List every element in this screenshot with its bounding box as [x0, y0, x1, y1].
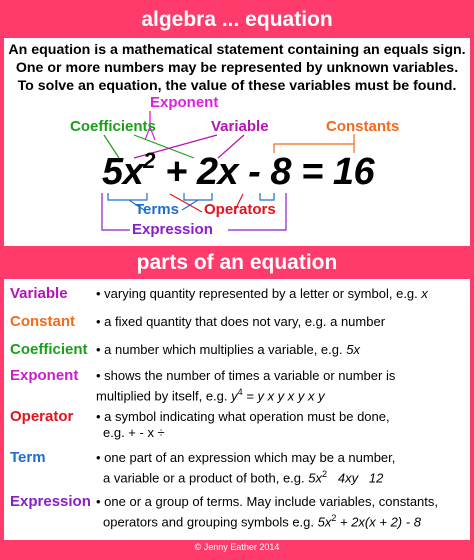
- definition-text: • one part of an expression which may be a number, a variable or a product of both, e.g. $5x^2$ 4xy 12: [96, 450, 396, 486]
- coefficients-label: Coefficients: [70, 118, 156, 135]
- equation-exponent: 2: [143, 148, 156, 174]
- intro-line-1: An equation is a mathematical statement containing an equals sign.: [8, 42, 466, 58]
- equation-coefficient-term: 5x: [102, 151, 144, 193]
- copyright-footer: © Jenny Eather 2014: [194, 542, 280, 552]
- operators-label: Operators: [204, 201, 276, 218]
- definition-term: Constant: [10, 313, 75, 330]
- intro-line-2: One or more numbers may be represented by unknown variables.: [15, 60, 459, 76]
- exponent-label: Exponent: [150, 94, 219, 111]
- definition-term: Variable: [10, 285, 68, 302]
- definition-text: • varying quantity represented by a letter or symbol, e.g. x: [96, 286, 428, 301]
- definition-term: Term: [10, 449, 46, 466]
- intro-line-3: To solve an equation, the value of these variables must be found.: [17, 78, 457, 94]
- variable-label: Variable: [211, 118, 269, 135]
- terms-label: Terms: [135, 201, 179, 218]
- intro-panel: [4, 38, 470, 246]
- definitions-panel: [4, 279, 470, 540]
- definition-term: Exponent: [10, 367, 79, 384]
- definition-text: • a fixed quantity that does not vary, e.g. a number: [96, 314, 386, 329]
- equation-rest: + 2x - 8 = 16: [155, 151, 375, 193]
- definition-text: • a symbol indicating what operation must be done, e.g. + - x ÷: [96, 409, 390, 440]
- definition-term: Coefficient: [10, 341, 88, 358]
- equation: [102, 148, 375, 194]
- definition-term: Expression: [10, 493, 91, 510]
- definition-term: Operator: [10, 408, 74, 425]
- expression-label: Expression: [132, 221, 213, 238]
- section-title: parts of an equation: [136, 251, 338, 274]
- page-title: algebra ... equation: [141, 8, 333, 31]
- definition-text: • a number which multiplies a variable, e.g. 5x: [96, 342, 360, 357]
- constants-label: Constants: [326, 118, 400, 135]
- definition-text: • one or a group of terms. May include variables, constants, operators and grouping symbols e.g. $5x^2 + 2x(x + 2) - 8$: [96, 494, 438, 530]
- definition-text: • shows the number of times a variable or number is multiplied by itself, e.g. $y^4 = y$ x y x y x y: [96, 368, 396, 404]
